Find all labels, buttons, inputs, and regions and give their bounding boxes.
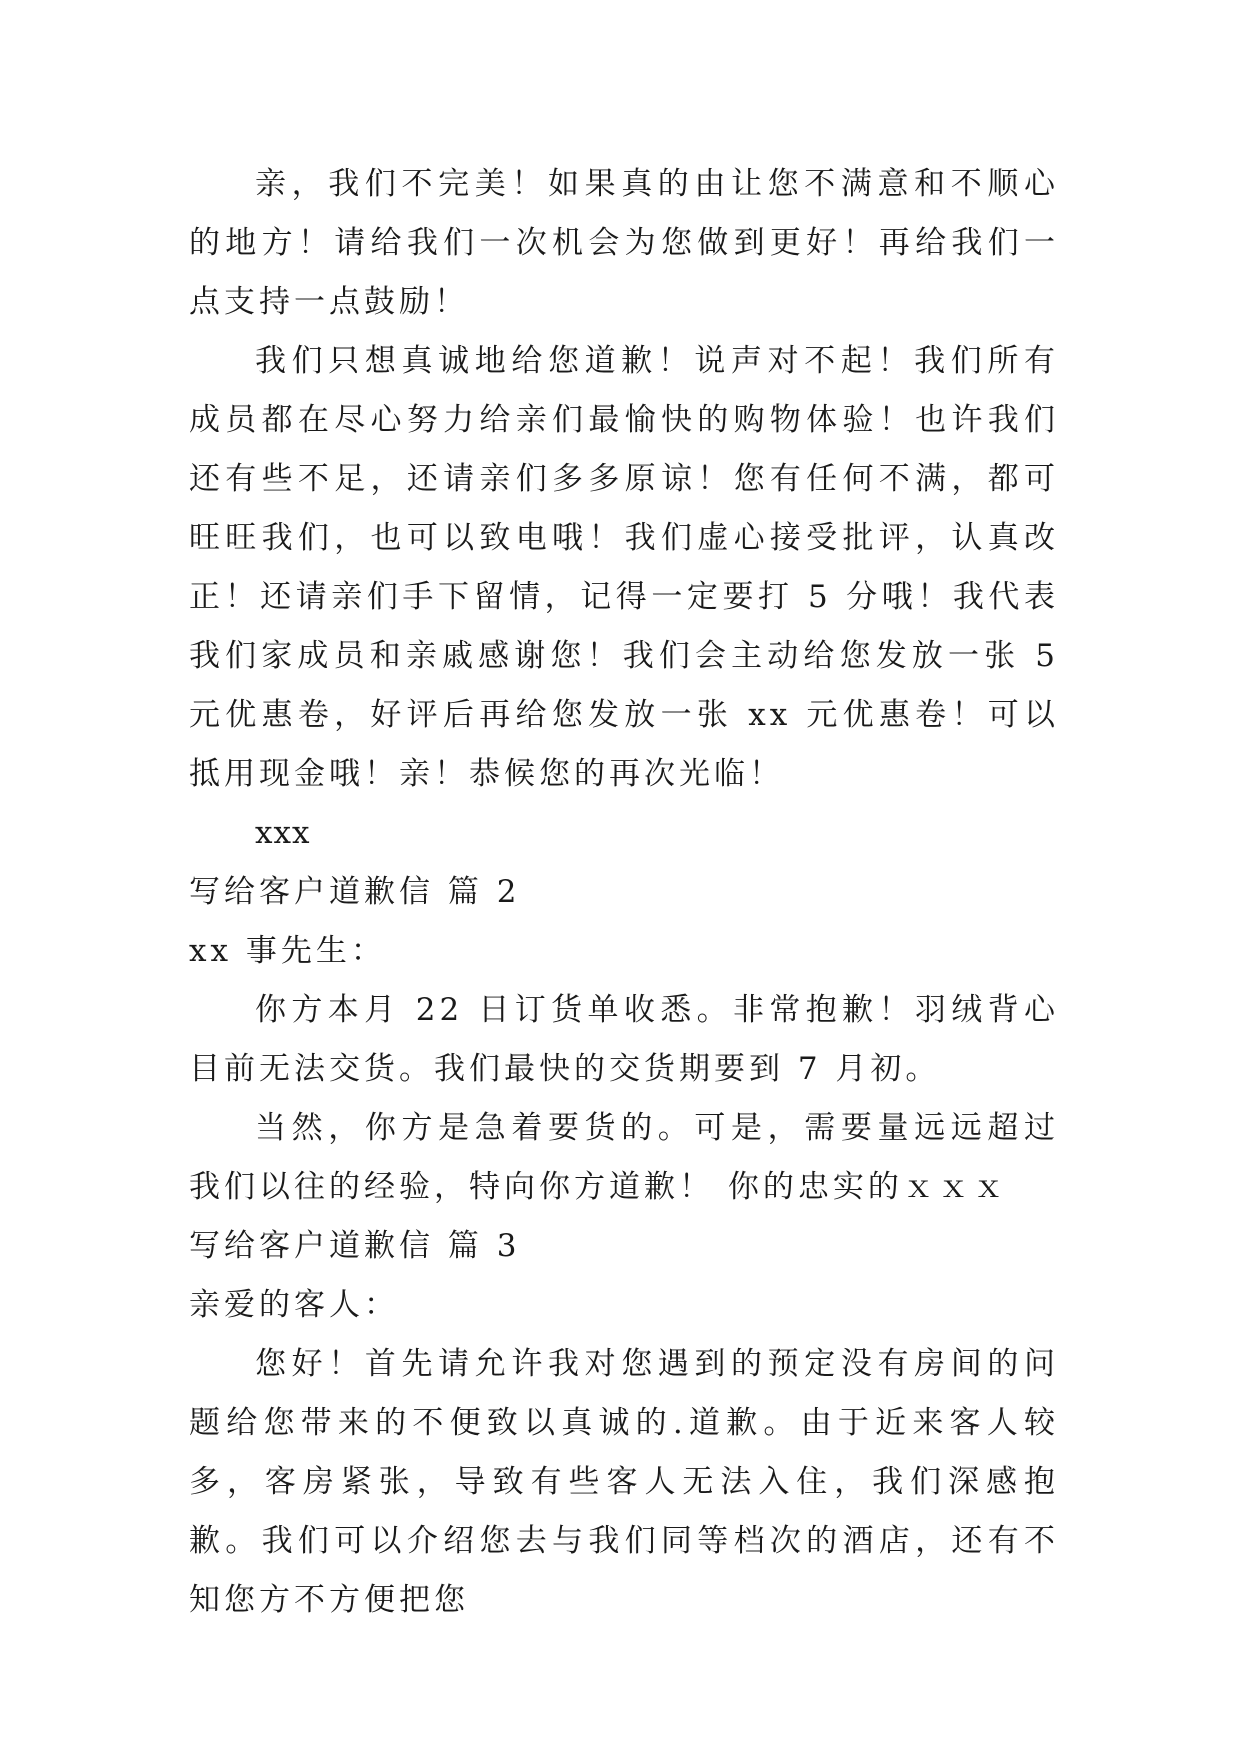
letter3-heading: 写给客户道歉信 篇 3: [189, 1228, 521, 1264]
letter3-paragraph-1: 您好！首先请允许我对您遇到的预定没有房间的问题给您带来的不便致以真诚的.道歉。由于近来客人较多，客房紧张，导致有些客人无法入住，我们深感抱歉。我们可以介绍您去与我们同等档次的酒店，还有不知您方不方便把您: [189, 1346, 1059, 1618]
document-page: [189, 155, 1059, 1630]
letter2-heading: 写给客户道歉信 篇 2: [189, 874, 521, 910]
letter3-salutation: 亲爱的客人：: [189, 1287, 399, 1323]
letter1-paragraph-2: 我们只想真诚地给您道歉！说声对不起！我们所有成员都在尽心努力给亲们最愉快的购物体验！也许我们还有些不足，还请亲们多多原谅！您有任何不满，都可旺旺我们，也可以致电哦！我们虚心接受批评，认真改正！还请亲们手下留情，记得一定要打 5 分哦！我代表我们家成员和亲戚感谢您！我们会主动给您发放一张 5 元优惠卷，好评后再给您发放一张 xx 元优惠卷！可以抵用现金哦！亲！恭候您的再次光临！: [189, 343, 1059, 792]
letter1-signature: xxx: [255, 815, 311, 851]
letter1-paragraph-1: 亲，我们不完美！如果真的由让您不满意和不顺心的地方！请给我们一次机会为您做到更好！再给我们一点支持一点鼓励！: [189, 166, 1059, 320]
letter2-salutation: xx 事先生：: [189, 933, 386, 969]
letter2-paragraph-1: 你方本月 22 日订货单收悉。非常抱歉！羽绒背心目前无法交货。我们最快的交货期要到 7 月初。: [189, 992, 1059, 1087]
letter2-paragraph-2: 当然，你方是急着要货的。可是，需要量远远超过我们以往的经验，特向你方道歉！ 你的忠实的ｘｘｘ: [189, 1110, 1059, 1205]
